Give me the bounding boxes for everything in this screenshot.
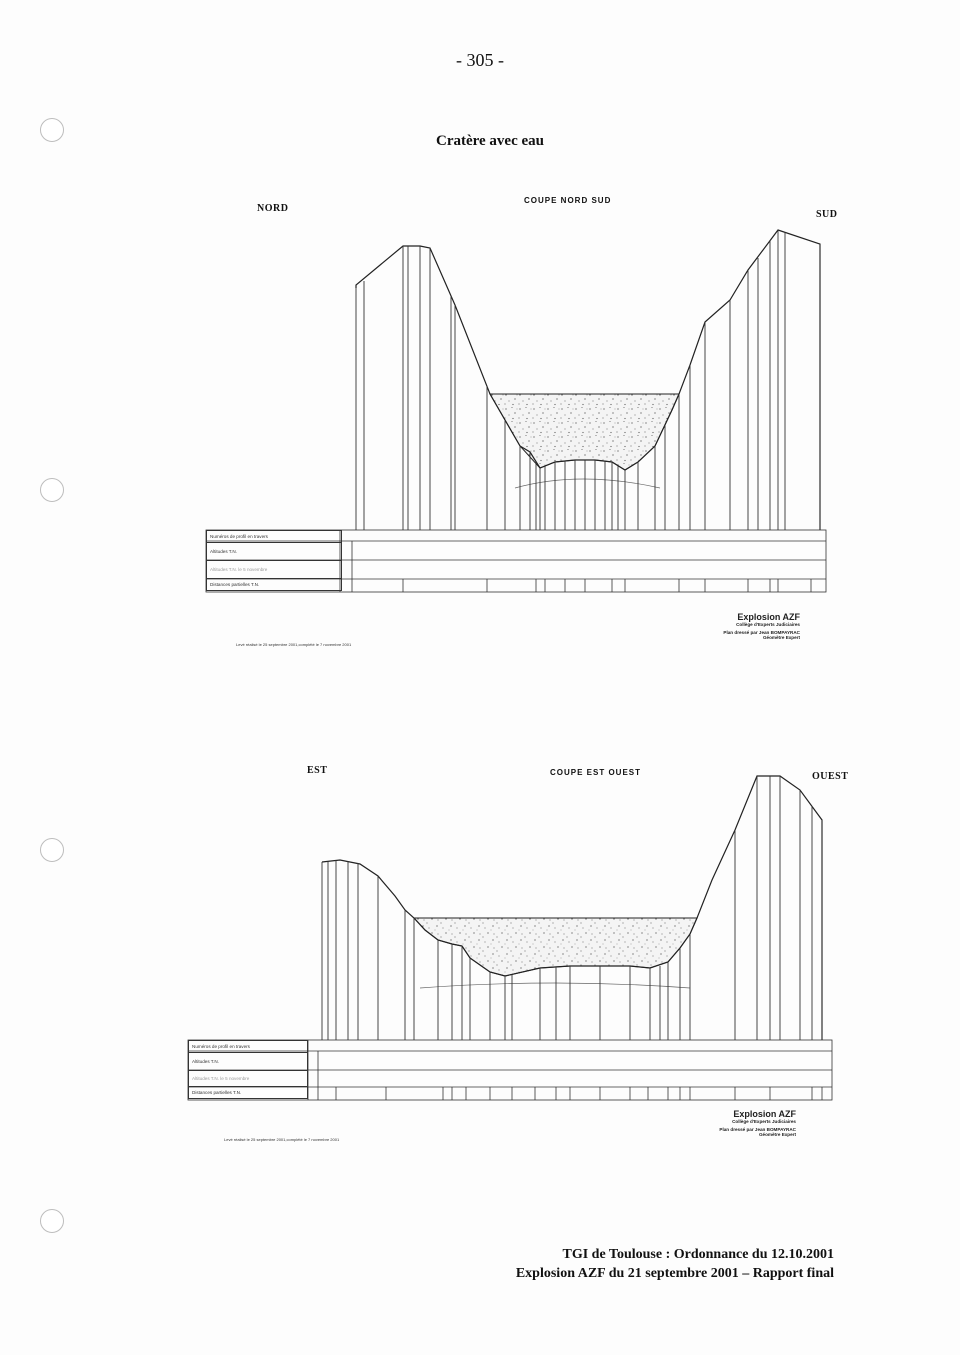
profile2-right-label: OUEST bbox=[812, 771, 849, 782]
profile2-table-labels bbox=[188, 1040, 308, 1099]
profile2-section-title: COUPE EST OUEST bbox=[550, 768, 642, 777]
profile2-vertical-lines bbox=[322, 776, 822, 1040]
profile2-survey-note: Levé réalisé le 25 septembre 2001,complété le 7 novembre 2001 bbox=[224, 1137, 340, 1142]
profile2-plan-line-2: Géomètre Expert bbox=[758, 1132, 796, 1137]
profile2-row-label: Numéros de profil en travers bbox=[189, 1041, 308, 1053]
profile1-plan-line-2: Géomètre Expert bbox=[762, 635, 800, 640]
profile1-row-label: Altitudes T.N. bbox=[207, 543, 342, 561]
profile1-survey-note: Levé réalisé le 25 septembre 2001,complété le 7 novembre 2001 bbox=[236, 642, 352, 647]
profile2-college-line: Collège d'Experts Judiciaires bbox=[732, 1119, 796, 1124]
profile2-row-label: Altitudes T.N. le 5 novembre bbox=[189, 1071, 308, 1087]
profile2-row-label: Altitudes T.N. bbox=[189, 1053, 308, 1071]
profile2-explosion-title: Explosion AZF bbox=[733, 1109, 796, 1119]
profile1-plan-line-1: Plan dressé par Jean BOMPAYRAC bbox=[723, 630, 800, 635]
profile1-right-label: SUD bbox=[816, 209, 838, 220]
profile2-plan-line-1: Plan dressé par Jean BOMPAYRAC bbox=[719, 1127, 796, 1132]
profile2-explosion-block bbox=[640, 1109, 796, 1137]
profile2-old-ground bbox=[420, 983, 690, 988]
footer-line-2: Explosion AZF du 21 septembre 2001 – Rapport final bbox=[515, 1266, 834, 1281]
profile1-college-line: Collège d'Experts Judiciaires bbox=[736, 622, 800, 627]
profile1-row-label: Distances partielles T.N. bbox=[207, 579, 342, 591]
page-title: Cratère avec eau bbox=[435, 133, 544, 149]
page-number: - 305 - bbox=[456, 50, 504, 70]
profile2-left-label: EST bbox=[307, 765, 328, 776]
profile1-row-label: Altitudes T.N. le 5 novembre bbox=[207, 561, 342, 579]
profile1-explosion-title: Explosion AZF bbox=[737, 612, 800, 622]
profile2-row-label: Distances partielles T.N. bbox=[189, 1087, 308, 1099]
profile1-left-label: NORD bbox=[257, 203, 289, 214]
footer-line-1: TGI de Toulouse : Ordonnance du 12.10.2001 bbox=[562, 1247, 834, 1262]
profile1-row-label: Numéros de profil en travers bbox=[207, 531, 342, 543]
profile1-section-title: COUPE NORD SUD bbox=[524, 196, 612, 205]
profile2-terrain bbox=[322, 776, 822, 1040]
